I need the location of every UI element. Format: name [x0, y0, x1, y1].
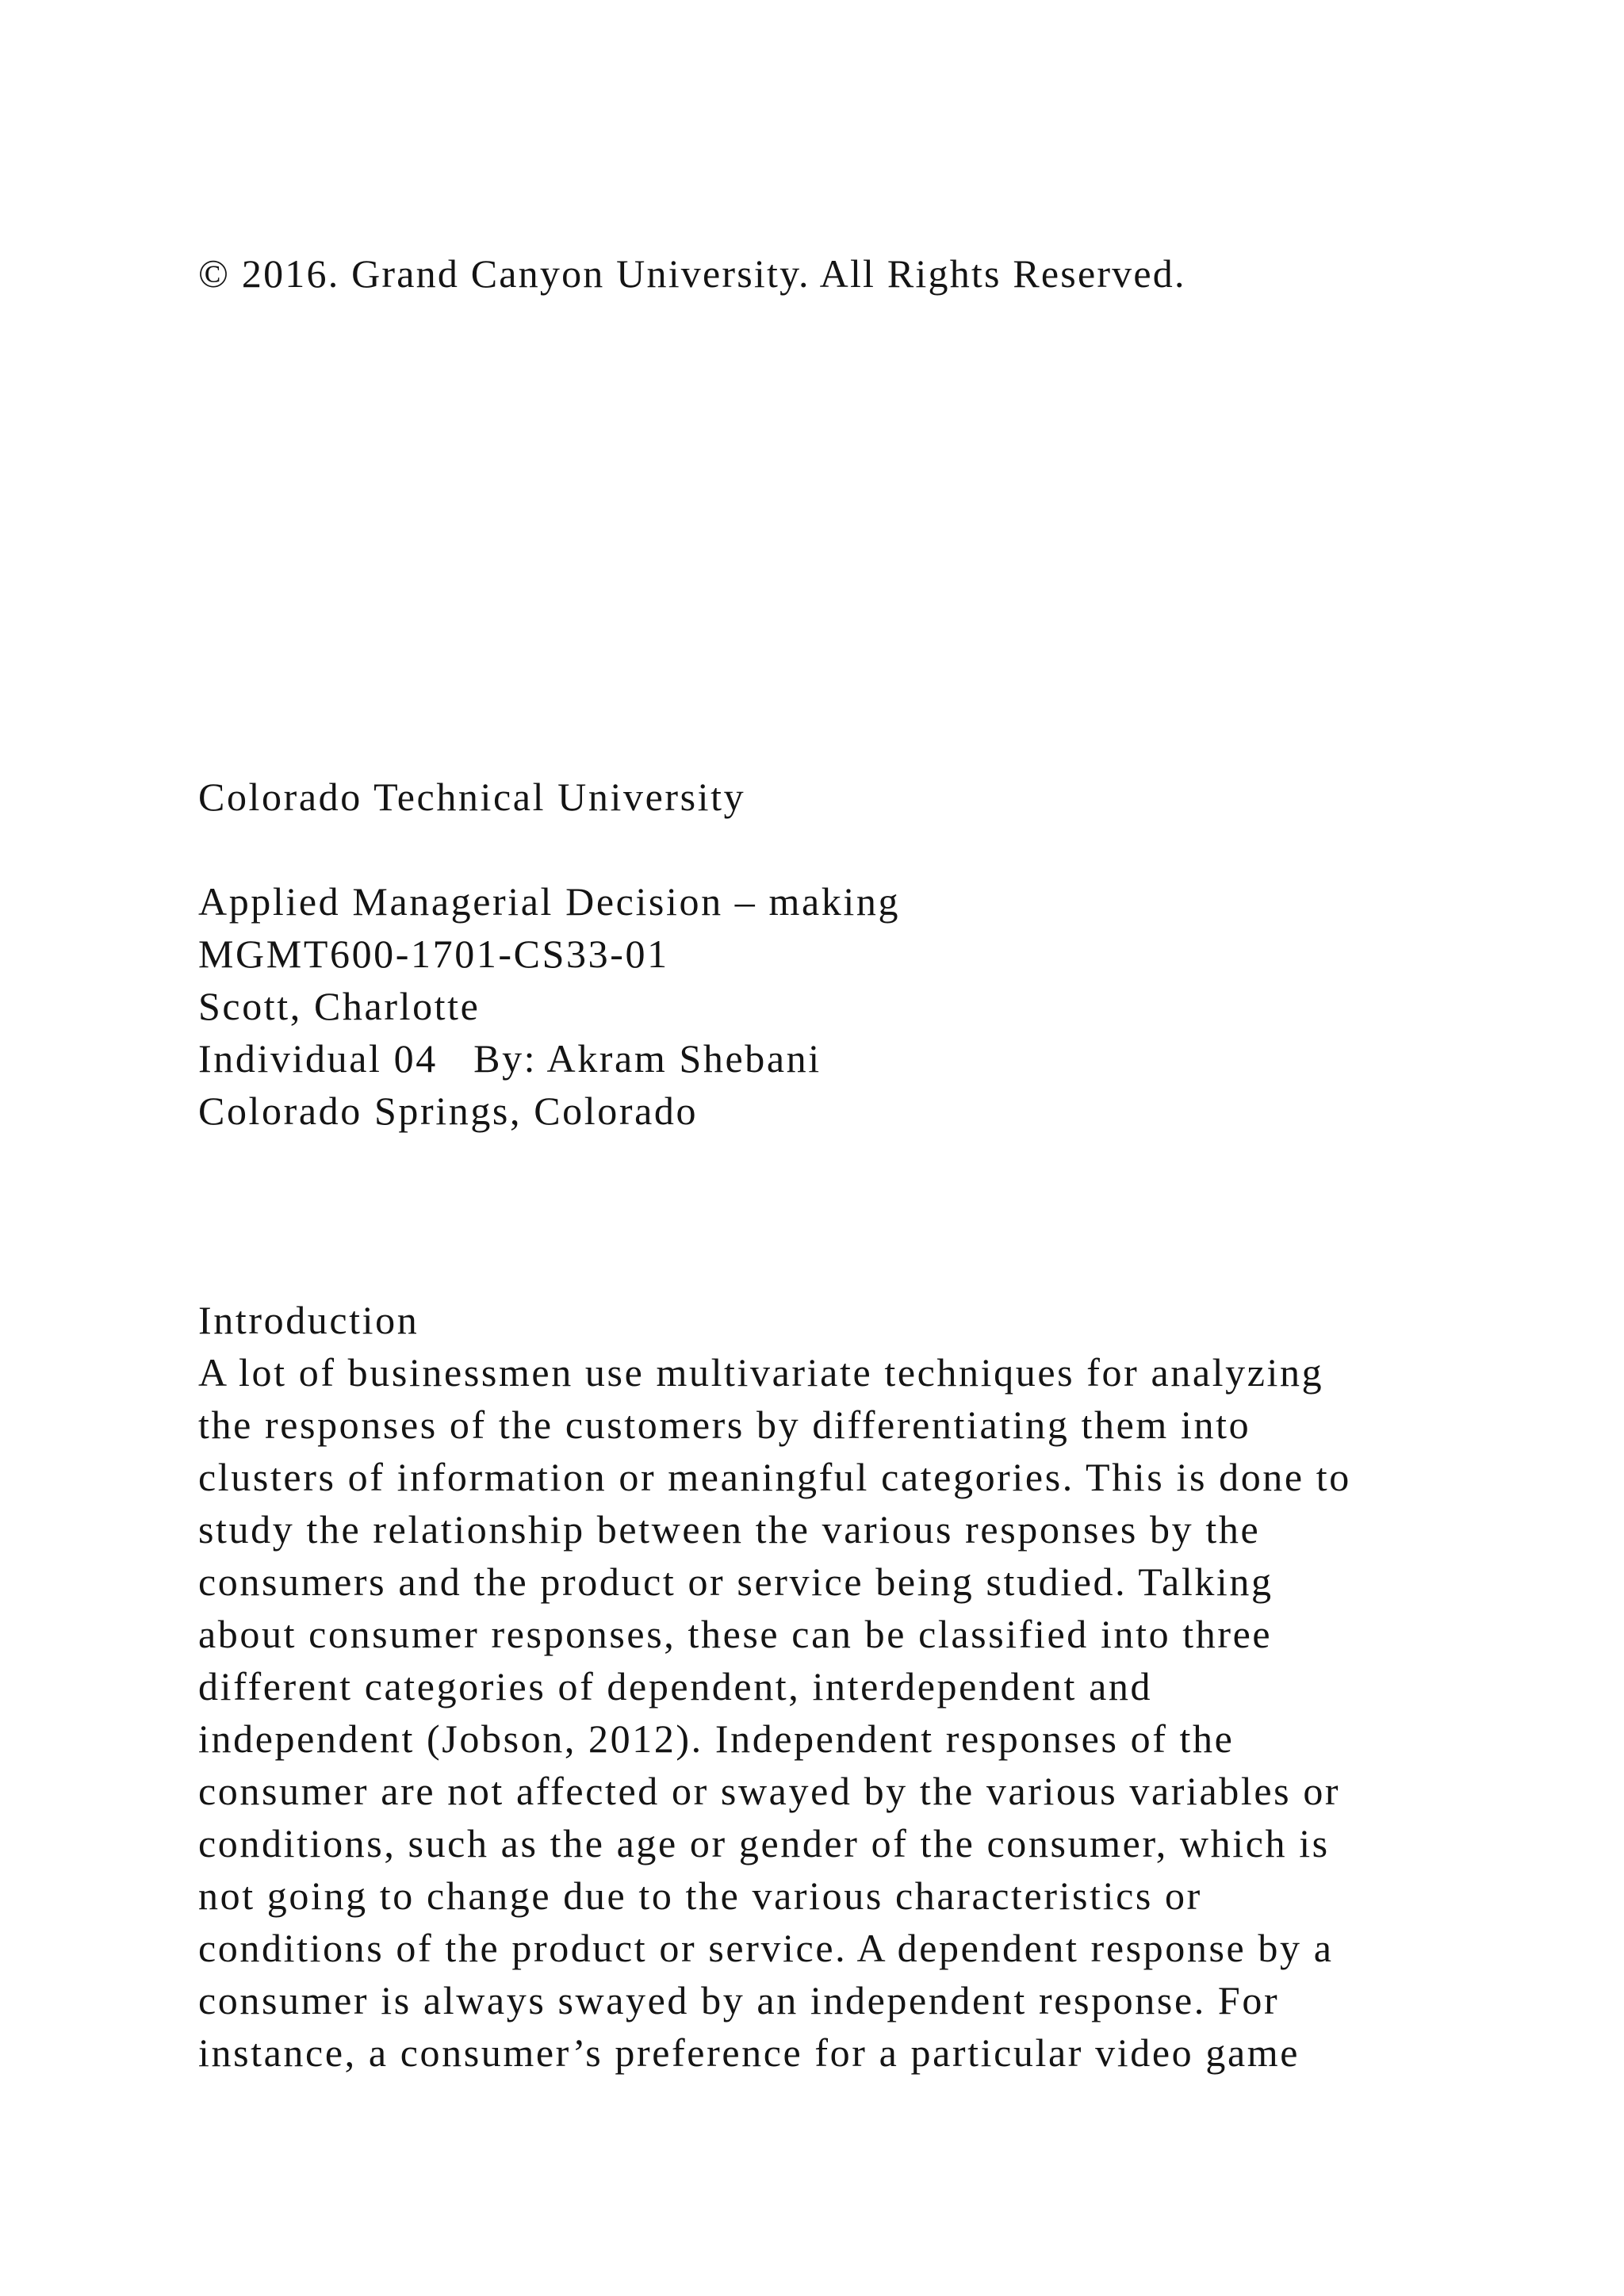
body-line: not going to change due to the various characteristics or: [198, 1873, 1202, 1918]
body-line: about consumer responses, these can be classified into three: [198, 1612, 1273, 1656]
institution-name: Colorado Technical University: [198, 775, 746, 819]
body-line: conditions of the product or service. A dependent response by a: [198, 1926, 1334, 1970]
course-name: Applied Managerial Decision – making: [198, 879, 901, 924]
body-line: instance, a consumer’s preference for a particular video game: [198, 2030, 1300, 2075]
body-line: A lot of businessmen use multivariate techniques for analyzing: [198, 1350, 1324, 1395]
body-line: consumer are not affected or swayed by the various variables or: [198, 1769, 1341, 1813]
section-heading: Introduction: [198, 1298, 419, 1342]
body-line: clusters of information or meaningful categories. This is done to: [198, 1455, 1351, 1499]
assignment-author: Individual 04 By: Akram Shebani: [198, 1036, 822, 1081]
body-line: different categories of dependent, interdependent and: [198, 1664, 1153, 1709]
location: Colorado Springs, Colorado: [198, 1089, 699, 1133]
body-line: independent (Jobson, 2012). Independent responses of the: [198, 1716, 1235, 1761]
instructor-name: Scott, Charlotte: [198, 984, 481, 1028]
course-code: MGMT600-1701-CS33-01: [198, 932, 669, 976]
body-line: consumers and the product or service being studied. Talking: [198, 1559, 1274, 1604]
body-line: study the relationship between the various responses by the: [198, 1507, 1261, 1552]
copyright-notice: © 2016. Grand Canyon University. All Rights Reserved.: [198, 251, 1186, 296]
body-line: consumer is always swayed by an independent response. For: [198, 1978, 1280, 2022]
body-line: conditions, such as the age or gender of the consumer, which is: [198, 1821, 1330, 1866]
body-line: the responses of the customers by differentiating them into: [198, 1402, 1251, 1447]
